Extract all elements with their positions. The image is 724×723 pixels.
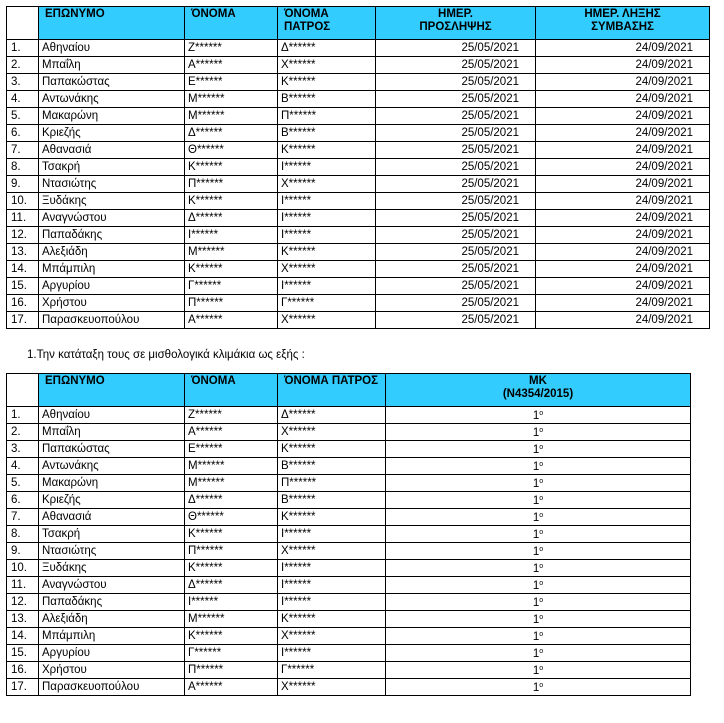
father-name-cell: Κ******	[278, 509, 386, 526]
table-row	[7, 628, 691, 645]
father-name-cell: Ι******	[278, 594, 386, 611]
salary-grade-value: 1	[532, 631, 540, 643]
row-number: 7.	[7, 509, 39, 526]
contract-end-date-cell: 24/09/2021	[536, 210, 710, 227]
table-row	[7, 142, 710, 159]
salary-grade-value: 1	[532, 495, 540, 507]
salary-grade-cell	[386, 611, 691, 628]
table-row	[7, 441, 691, 458]
salary-grade-value: 1	[532, 563, 540, 575]
father-name-cell: Ι******	[278, 227, 376, 244]
father-name-cell: Β******	[278, 458, 386, 475]
hire-date-cell: 25/05/2021	[376, 261, 536, 278]
row-number: 3.	[7, 74, 39, 91]
row-number: 17.	[7, 312, 39, 329]
hire-date-cell: 25/05/2021	[376, 227, 536, 244]
surname-cell: Παπαδάκης	[39, 594, 185, 611]
name-cell: Γ******	[185, 645, 278, 662]
surname-cell: Αλεξιάδη	[39, 611, 185, 628]
father-name-cell: Ι******	[278, 645, 386, 662]
father-name-cell: Ι******	[278, 278, 376, 295]
table-row	[7, 526, 691, 543]
row-number: 6.	[7, 492, 39, 509]
father-name-cell: Ι******	[278, 560, 386, 577]
row-number: 2.	[7, 424, 39, 441]
name-cell: Α******	[185, 312, 278, 329]
row-number: 17.	[7, 679, 39, 696]
ordinal-suffix: ο	[539, 512, 544, 519]
surname-cell: Αναγνώστου	[39, 210, 185, 227]
ordinal-suffix: ο	[539, 597, 544, 604]
father-name-cell: Κ******	[278, 74, 376, 91]
row-number: 5.	[7, 475, 39, 492]
contract-end-date-cell: 24/09/2021	[536, 193, 710, 210]
ordinal-suffix: ο	[539, 495, 544, 502]
name-cell: Π******	[185, 662, 278, 679]
contract-end-date-cell: 24/09/2021	[536, 227, 710, 244]
name-cell: Ι******	[185, 227, 278, 244]
surname-cell: Μπαΐλη	[39, 424, 185, 441]
salary-grade-value: 1	[532, 427, 540, 439]
surname-cell: Ξυδάκης	[39, 560, 185, 577]
contract-end-date-cell: 24/09/2021	[536, 244, 710, 261]
salary-grade-value: 1	[532, 546, 540, 558]
name-cell: Μ******	[185, 458, 278, 475]
table-row	[7, 193, 710, 210]
salary-grade-value: 1	[532, 512, 540, 524]
row-number: 9.	[7, 176, 39, 193]
name-cell: Δ******	[185, 577, 278, 594]
name-cell: Α******	[185, 679, 278, 696]
surname-cell: Αργυρίου	[39, 278, 185, 295]
surname-cell: Αντωνάκης	[39, 458, 185, 475]
row-number: 11.	[7, 577, 39, 594]
salary-grade-cell	[386, 526, 691, 543]
father-name-cell: Χ******	[278, 424, 386, 441]
father-name-cell: Χ******	[278, 261, 376, 278]
table-row	[7, 679, 691, 696]
surname-cell: Παπαδάκης	[39, 227, 185, 244]
table-row	[7, 108, 710, 125]
name-cell: Μ******	[185, 475, 278, 492]
row-number: 13.	[7, 611, 39, 628]
salary-grade-value: 1	[532, 597, 540, 609]
contract-end-date-cell: 24/09/2021	[536, 74, 710, 91]
hire-date-cell: 25/05/2021	[376, 176, 536, 193]
table-row	[7, 295, 710, 312]
name-cell: Κ******	[185, 560, 278, 577]
surname-cell: Παπακώστας	[39, 74, 185, 91]
table-row	[7, 543, 691, 560]
table-row	[7, 560, 691, 577]
salary-grade-value: 1	[532, 580, 540, 592]
hire-date-cell: 25/05/2021	[376, 108, 536, 125]
hire-date-cell: 25/05/2021	[376, 210, 536, 227]
surname-cell: Αθηναίου	[39, 40, 185, 57]
salary-grade-cell	[386, 560, 691, 577]
father-name-cell: Π******	[278, 475, 386, 492]
header-number	[7, 374, 39, 407]
surname-cell: Ντασιώτης	[39, 176, 185, 193]
salary-grade-value: 1	[532, 529, 540, 541]
ordinal-suffix: ο	[539, 546, 544, 553]
table-row	[7, 509, 691, 526]
hire-date-cell: 25/05/2021	[376, 159, 536, 176]
contract-end-date-cell: 24/09/2021	[536, 91, 710, 108]
ordinal-suffix: ο	[539, 427, 544, 434]
table-row	[7, 475, 691, 492]
surname-cell: Κριεζής	[39, 492, 185, 509]
salary-grade-cell	[386, 407, 691, 424]
salary-grade-cell	[386, 594, 691, 611]
row-number: 15.	[7, 645, 39, 662]
surname-cell: Αναγνώστου	[39, 577, 185, 594]
surname-cell: Παρασκευοπούλου	[39, 312, 185, 329]
table-row	[7, 159, 710, 176]
salary-grade-value: 1	[532, 410, 540, 422]
header-contract-end-date: ΗΜΕΡ. ΛΗΞΗΣ ΣΥΜΒΑΣΗΣ	[536, 7, 710, 40]
father-name-cell: Χ******	[278, 176, 376, 193]
row-number: 14.	[7, 261, 39, 278]
name-cell: Κ******	[185, 261, 278, 278]
table-row	[7, 74, 710, 91]
table-row	[7, 662, 691, 679]
name-cell: Δ******	[185, 210, 278, 227]
surname-cell: Μπάμπιλη	[39, 628, 185, 645]
header-surname: ΕΠΩΝΥΜΟ	[39, 374, 185, 407]
surname-cell: Παρασκευοπούλου	[39, 679, 185, 696]
father-name-cell: Ι******	[278, 193, 376, 210]
surname-cell: Αλεξιάδη	[39, 244, 185, 261]
name-cell: Μ******	[185, 108, 278, 125]
father-name-cell: Δ******	[278, 40, 376, 57]
salary-grade-cell	[386, 441, 691, 458]
row-number: 4.	[7, 458, 39, 475]
name-cell: Δ******	[185, 492, 278, 509]
salary-grade-cell	[386, 628, 691, 645]
contract-end-date-cell: 24/09/2021	[536, 159, 710, 176]
classification-note: 1.Την κατάταξη τους σε μισθολογικά κλιμάκια ως εξής :	[27, 349, 305, 361]
table-row	[7, 91, 710, 108]
row-number: 8.	[7, 159, 39, 176]
name-cell: Κ******	[185, 193, 278, 210]
name-cell: Α******	[185, 424, 278, 441]
row-number: 12.	[7, 227, 39, 244]
row-number: 11.	[7, 210, 39, 227]
ordinal-suffix: ο	[539, 665, 544, 672]
name-cell: Ζ******	[185, 407, 278, 424]
table-row	[7, 244, 710, 261]
surname-cell: Τσακρή	[39, 159, 185, 176]
salary-grade-cell	[386, 679, 691, 696]
row-number: 9.	[7, 543, 39, 560]
table-row	[7, 611, 691, 628]
salary-grade-cell	[386, 458, 691, 475]
name-cell: Μ******	[185, 91, 278, 108]
salary-grade-cell	[386, 424, 691, 441]
salary-grade-value: 1	[532, 614, 540, 626]
header-father-name: ΌΝΟΜΑ ΠΑΤΡΟΣ	[278, 374, 386, 407]
father-name-cell: Γ******	[278, 662, 386, 679]
header-surname: ΕΠΩΝΥΜΟ	[39, 7, 185, 40]
surname-cell: Χρήστου	[39, 295, 185, 312]
father-name-cell: Β******	[278, 125, 376, 142]
contract-end-date-cell: 24/09/2021	[536, 40, 710, 57]
row-number: 8.	[7, 526, 39, 543]
name-cell: Κ******	[185, 526, 278, 543]
row-number: 1.	[7, 407, 39, 424]
table-row	[7, 57, 710, 74]
salary-grade-cell	[386, 492, 691, 509]
table-row	[7, 492, 691, 509]
salary-grade-value: 1	[532, 478, 540, 490]
table-row	[7, 577, 691, 594]
header-hire-date: ΗΜΕΡ. ΠΡΟΣΛΗΨΗΣ	[376, 7, 536, 40]
father-name-cell: Ι******	[278, 210, 376, 227]
table-row	[7, 40, 710, 57]
name-cell: Π******	[185, 295, 278, 312]
father-name-cell: Β******	[278, 492, 386, 509]
surname-cell: Τσακρή	[39, 526, 185, 543]
hire-date-cell: 25/05/2021	[376, 40, 536, 57]
ordinal-suffix: ο	[539, 461, 544, 468]
name-cell: Θ******	[185, 509, 278, 526]
salary-grade-cell	[386, 509, 691, 526]
table-row	[7, 210, 710, 227]
table-header-row	[7, 7, 710, 40]
table-row	[7, 312, 710, 329]
salary-grade-cell	[386, 577, 691, 594]
father-name-cell: Ι******	[278, 159, 376, 176]
table-row	[7, 407, 691, 424]
row-number: 14.	[7, 628, 39, 645]
contract-end-date-cell: 24/09/2021	[536, 295, 710, 312]
row-number: 12.	[7, 594, 39, 611]
contract-end-date-cell: 24/09/2021	[536, 312, 710, 329]
hire-date-cell: 25/05/2021	[376, 295, 536, 312]
father-name-cell: Β******	[278, 91, 376, 108]
table-row	[7, 125, 710, 142]
salary-grade-cell	[386, 645, 691, 662]
ordinal-suffix: ο	[539, 682, 544, 689]
contract-end-date-cell: 24/09/2021	[536, 142, 710, 159]
row-number: 2.	[7, 57, 39, 74]
header-number	[7, 7, 39, 40]
ordinal-suffix: ο	[539, 648, 544, 655]
row-number: 10.	[7, 560, 39, 577]
table-row	[7, 227, 710, 244]
ordinal-suffix: ο	[539, 580, 544, 587]
ordinal-suffix: ο	[539, 478, 544, 485]
name-cell: Ε******	[185, 74, 278, 91]
surname-cell: Χρήστου	[39, 662, 185, 679]
name-cell: Ζ******	[185, 40, 278, 57]
surname-cell: Μπαΐλη	[39, 57, 185, 74]
employment-dates-table	[6, 6, 710, 329]
contract-end-date-cell: 24/09/2021	[536, 57, 710, 74]
row-number: 4.	[7, 91, 39, 108]
ordinal-suffix: ο	[539, 563, 544, 570]
father-name-cell: Κ******	[278, 611, 386, 628]
father-name-cell: Χ******	[278, 679, 386, 696]
surname-cell: Αθανασιά	[39, 509, 185, 526]
name-cell: Π******	[185, 176, 278, 193]
father-name-cell: Ι******	[278, 526, 386, 543]
row-number: 10.	[7, 193, 39, 210]
contract-end-date-cell: 24/09/2021	[536, 176, 710, 193]
ordinal-suffix: ο	[539, 631, 544, 638]
salary-grade-value: 1	[532, 648, 540, 660]
ordinal-suffix: ο	[539, 444, 544, 451]
name-cell: Δ******	[185, 125, 278, 142]
salary-grade-cell	[386, 543, 691, 560]
father-name-cell: Χ******	[278, 57, 376, 74]
surname-cell: Αθανασιά	[39, 142, 185, 159]
table-row	[7, 594, 691, 611]
name-cell: Κ******	[185, 628, 278, 645]
father-name-cell: Χ******	[278, 543, 386, 560]
salary-grade-cell	[386, 475, 691, 492]
hire-date-cell: 25/05/2021	[376, 91, 536, 108]
surname-cell: Παπακώστας	[39, 441, 185, 458]
hire-date-cell: 25/05/2021	[376, 278, 536, 295]
contract-end-date-cell: 24/09/2021	[536, 278, 710, 295]
name-cell: Π******	[185, 543, 278, 560]
table-row	[7, 261, 710, 278]
surname-cell: Αντωνάκης	[39, 91, 185, 108]
father-name-cell: Δ******	[278, 407, 386, 424]
father-name-cell: Π******	[278, 108, 376, 125]
table-row	[7, 278, 710, 295]
row-number: 16.	[7, 295, 39, 312]
row-number: 6.	[7, 125, 39, 142]
table-row	[7, 176, 710, 193]
hire-date-cell: 25/05/2021	[376, 74, 536, 91]
contract-end-date-cell: 24/09/2021	[536, 125, 710, 142]
row-number: 7.	[7, 142, 39, 159]
row-number: 1.	[7, 40, 39, 57]
table-header-row	[7, 374, 691, 407]
hire-date-cell: 25/05/2021	[376, 142, 536, 159]
salary-scale-table	[6, 373, 691, 696]
table-row	[7, 458, 691, 475]
contract-end-date-cell: 24/09/2021	[536, 108, 710, 125]
row-number: 15.	[7, 278, 39, 295]
hire-date-cell: 25/05/2021	[376, 125, 536, 142]
name-cell: Κ******	[185, 159, 278, 176]
row-number: 3.	[7, 441, 39, 458]
contract-end-date-cell: 24/09/2021	[536, 261, 710, 278]
father-name-cell: Γ******	[278, 295, 376, 312]
father-name-cell: Κ******	[278, 142, 376, 159]
father-name-cell: Κ******	[278, 244, 376, 261]
name-cell: Α******	[185, 57, 278, 74]
row-number: 13.	[7, 244, 39, 261]
surname-cell: Αθηναίου	[39, 407, 185, 424]
name-cell: Ε******	[185, 441, 278, 458]
row-number: 5.	[7, 108, 39, 125]
surname-cell: Μπάμπιλη	[39, 261, 185, 278]
ordinal-suffix: ο	[539, 614, 544, 621]
name-cell: Ι******	[185, 594, 278, 611]
hire-date-cell: 25/05/2021	[376, 57, 536, 74]
father-name-cell: Κ******	[278, 441, 386, 458]
header-name: ΌΝΟΜΑ	[185, 374, 278, 407]
name-cell: Θ******	[185, 142, 278, 159]
header-father-name: ΌΝΟΜΑ ΠΑΤΡΟΣ	[278, 7, 376, 40]
name-cell: Μ******	[185, 244, 278, 261]
name-cell: Μ******	[185, 611, 278, 628]
hire-date-cell: 25/05/2021	[376, 312, 536, 329]
surname-cell: Κριεζής	[39, 125, 185, 142]
surname-cell: Ντασιώτης	[39, 543, 185, 560]
hire-date-cell: 25/05/2021	[376, 244, 536, 261]
table-row	[7, 645, 691, 662]
row-number: 16.	[7, 662, 39, 679]
ordinal-suffix: ο	[539, 410, 544, 417]
ordinal-suffix: ο	[539, 529, 544, 536]
table-row	[7, 424, 691, 441]
father-name-cell: Ι******	[278, 577, 386, 594]
header-name: ΌΝΟΜΑ	[185, 7, 278, 40]
surname-cell: Αργυρίου	[39, 645, 185, 662]
salary-grade-value: 1	[532, 665, 540, 677]
father-name-cell: Χ******	[278, 628, 386, 645]
salary-grade-value: 1	[532, 682, 540, 694]
salary-grade-value: 1	[532, 461, 540, 473]
surname-cell: Μακαρώνη	[39, 475, 185, 492]
name-cell: Γ******	[185, 278, 278, 295]
hire-date-cell: 25/05/2021	[376, 193, 536, 210]
surname-cell: Ξυδάκης	[39, 193, 185, 210]
surname-cell: Μακαρώνη	[39, 108, 185, 125]
header-salary-grade: MK (N4354/2015)	[386, 374, 691, 407]
salary-grade-value: 1	[532, 444, 540, 456]
salary-grade-cell	[386, 662, 691, 679]
father-name-cell: Χ******	[278, 312, 376, 329]
